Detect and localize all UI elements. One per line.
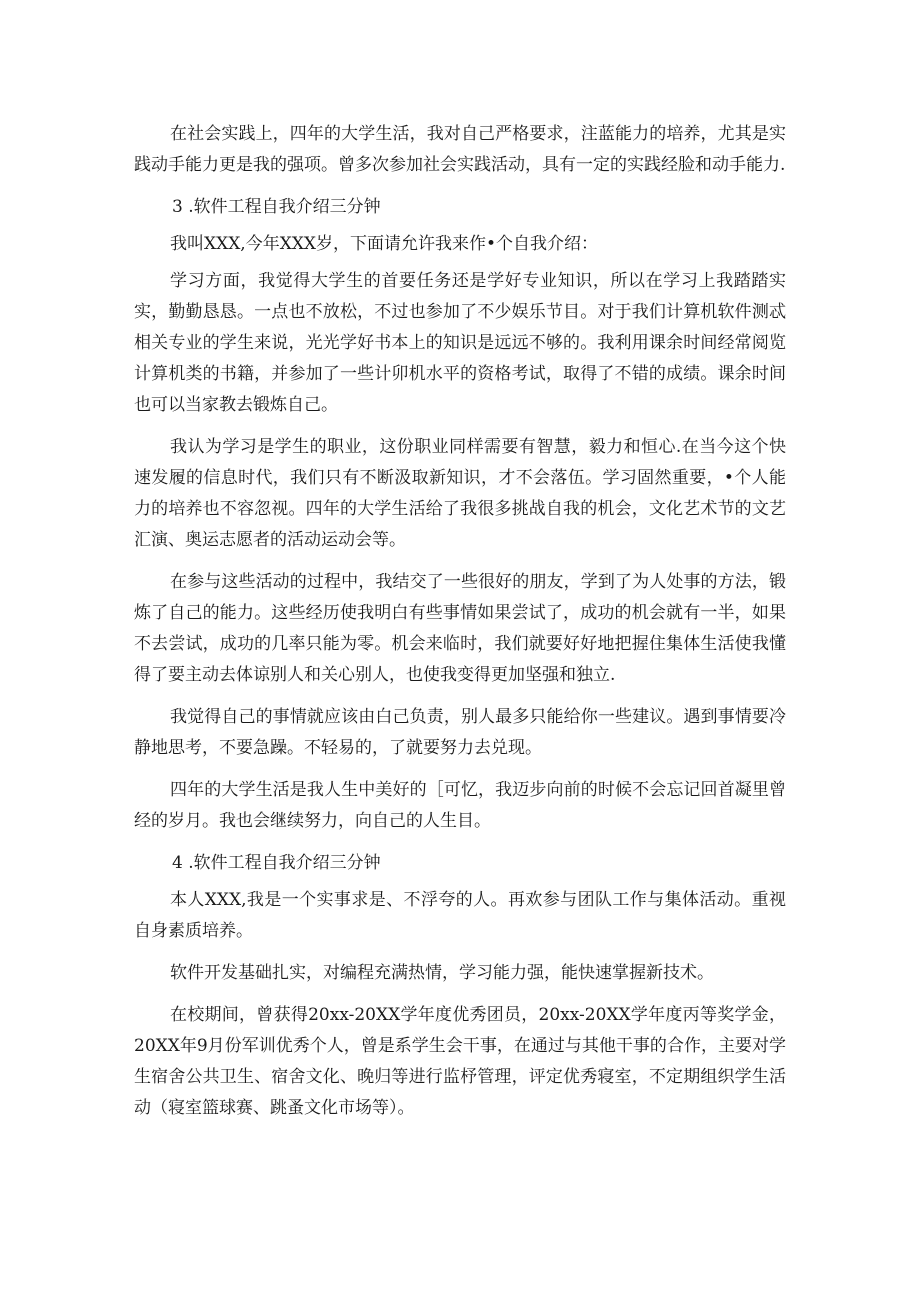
document-body: [134, 119, 786, 1135]
paragraph-activities: 在参与这些活动的过程中，我结交了一些很好的朋友，学到了为人处事的方法，锻炼了自己的能力。这些经历使我明白有些事情如果尝试了，成功的机会就有一半，如果不去尝试，成功的几率只能为零。机会来临时，我们就要好好地把握住集体生活使我懂得了要主动去体谅别人和关心别人，也使我变得更加坚强和独立.: [134, 572, 786, 685]
paragraph-software-skills: 软件开发基础扎实，对编程充满热情，学习能力强，能快速掌握新技术。: [170, 963, 714, 983]
section-heading-4: 4 .软件工程自我介绍三分钟: [172, 853, 381, 873]
paragraph-learning-profession: 我认为学习是学生的职业，这份职业同样需要有智慧，毅力和恒心.在当今这个快速发履的信息时代，我们只有不断汲取新知识，才不会落伍。学习固然重要，•个人能力的培养也不容忽视。四年的大学生活给了我很多挑战自我的机会，文化艺术节的文艺汇演、奥运志愿者的活动运动会等。: [134, 437, 786, 550]
paragraph-responsibility: 我觉得自己的事情就应该由白己负责，别人最多只能给你一些建议。遇到事情要冷静地思考，不要急躁。不轻易的，了就要努力去兑现。: [134, 707, 786, 758]
paragraph-social-practice: 在社会实践上，四年的大学生活，我对自己严格要求，注蓝能力的培养，尤其是实践动手能力更是我的强项。曾多次参加社会实践活动，具有一定的实践经脸和动手能力.: [134, 124, 786, 175]
paragraph-intro-4: 本人XXX,我是一个实事求是、不浮夸的人。再欢参与团队工作与集体活动。重视自身素质培养。: [134, 890, 786, 941]
paragraph-intro-3: 我叫XXX,今年XXX岁，下面请允许我来作•个自我介绍：: [170, 234, 599, 254]
section-heading-3: 3 .软件工程自我介绍三分钟: [172, 197, 381, 217]
paragraph-university-memories: 四年的大学生活是我人生中美好的［可忆，我迈步向前的时候不会忘记回首凝里曾经的岁月。我也会继续努力，向自己的人生目。: [134, 780, 786, 831]
paragraph-school-awards: 在校期间，曾获得20xx-20XX学年度优秀团员，20xx-20XX学年度丙等奖学金，20XX年9月份军训优秀个人，曾是系学生会干事，在通过与其他干事的合作，主要对学生宿舍公共卫生、宿舍文化、晚归等进行监杼管理，评定优秀寝室，不定期组织学生活动（寝室篮球赛、跳蚤文化市场等）。: [134, 1005, 786, 1118]
paragraph-study: 学习方面，我觉得大学生的首要任务还是学好专业知识，所以在学习上我踏踏实实，勤勤恳恳。一点也不放松，不过也参加了不少娱乐节目。对于我们计算机软件测忒相关专业的学生来说，光光学好书本上的知识是远远不够的。我利用课余时间经常阅览计算机类的书籍，并参加了一些计卯机水平的资格考试，取得了不错的成绩。课余时间也可以当家教去锻炼自己。: [134, 271, 786, 415]
